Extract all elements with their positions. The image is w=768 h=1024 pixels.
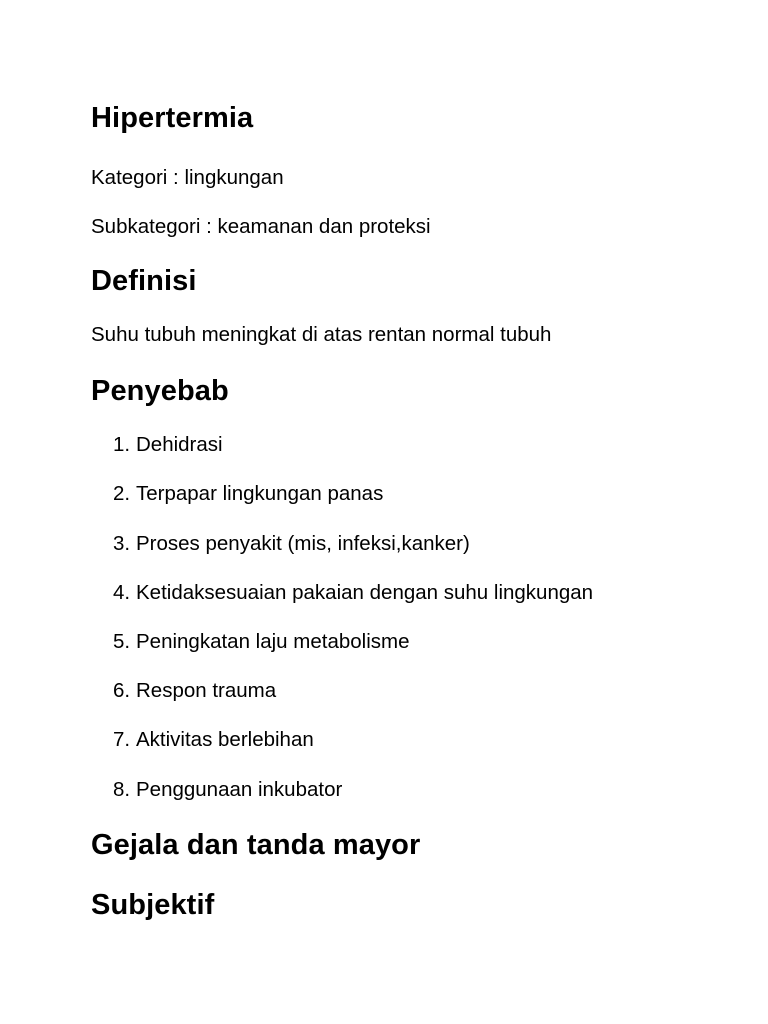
list-item-number: 1. [113, 433, 131, 456]
list-item-number: 2. [113, 482, 131, 505]
list-item-number: 3. [113, 532, 131, 555]
list-item [113, 727, 314, 753]
list-item-number: 4. [113, 581, 131, 604]
list-item [113, 481, 383, 507]
list-item [113, 531, 470, 557]
list-item-text: Proses penyakit (mis, infeksi,kanker) [136, 532, 470, 555]
subjective-heading: Subjektif [91, 889, 215, 921]
category-line: Kategori : lingkungan [91, 166, 284, 189]
list-item-number: 6. [113, 679, 131, 702]
list-item [113, 432, 223, 458]
list-item-text: Dehidrasi [136, 433, 223, 456]
list-item-number: 8. [113, 778, 131, 801]
list-item-text: Penggunaan inkubator [136, 778, 343, 801]
list-item [113, 629, 410, 655]
definition-text: Suhu tubuh meningkat di atas rentan normal tubuh [91, 323, 552, 346]
major-signs-heading: Gejala dan tanda mayor [91, 829, 421, 861]
list-item-text: Aktivitas berlebihan [136, 728, 314, 751]
causes-heading: Penyebab [91, 375, 229, 407]
list-item-number: 7. [113, 728, 131, 751]
list-item-text: Peningkatan laju metabolisme [136, 630, 410, 653]
list-item [113, 580, 593, 606]
list-item-text: Terpapar lingkungan panas [136, 482, 384, 505]
list-item-number: 5. [113, 630, 131, 653]
list-item-text: Respon trauma [136, 679, 277, 702]
definition-heading: Definisi [91, 265, 197, 297]
subcategory-line: Subkategori : keamanan dan proteksi [91, 215, 431, 238]
document-title: Hipertermia [91, 102, 254, 134]
list-item-text: Ketidaksesuaian pakaian dengan suhu lingkungan [136, 581, 594, 604]
list-item [113, 678, 276, 704]
list-item [113, 777, 342, 803]
